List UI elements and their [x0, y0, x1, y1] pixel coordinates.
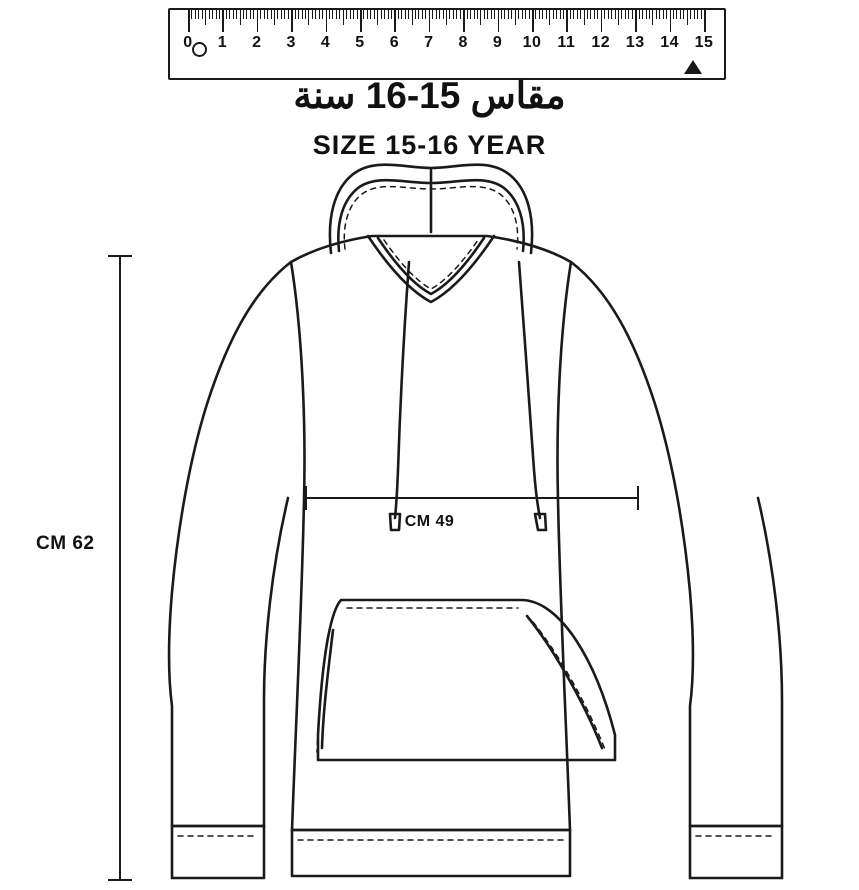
- ruler-tick-label: 12: [591, 34, 611, 51]
- ruler-tick-label: 10: [522, 34, 542, 51]
- right-sleeve: [571, 262, 782, 826]
- neckline-v-inner: [378, 238, 484, 294]
- left-cuff: [172, 826, 264, 878]
- page-title-arabic: مقاس 15-16 سنة: [293, 75, 566, 116]
- pocket-inner-left: [322, 630, 333, 748]
- ruler-tick-label: 2: [252, 34, 262, 51]
- right-drawstring: [519, 262, 540, 518]
- neckline-v: [368, 236, 494, 302]
- ruler-tick-label: 5: [355, 34, 365, 51]
- ruler-tick-label: 15: [694, 34, 714, 51]
- page-title-english: SIZE 15-16 YEAR: [312, 130, 547, 160]
- ruler-tick-label: 4: [320, 34, 331, 51]
- ruler-tick-label: 7: [424, 34, 434, 51]
- ruler-tick-label: 3: [286, 34, 296, 51]
- ruler-tick-label: 13: [625, 34, 645, 51]
- hoodie-body: [291, 236, 571, 830]
- left-sleeve: [169, 262, 291, 826]
- ruler-tick-label: 6: [389, 34, 400, 51]
- width-measurement-label: CM 49: [404, 513, 455, 530]
- width-dimension-line: [306, 486, 638, 510]
- left-drawstring: [395, 262, 409, 518]
- right-cuff: [690, 826, 782, 878]
- ruler-tick-label: 0: [183, 34, 193, 51]
- ruler-tick-label: 1: [217, 34, 228, 51]
- height-measurement-label: CM 62: [36, 533, 95, 554]
- ruler-tick-label: 11: [557, 34, 576, 51]
- ruler-tick-label: 14: [660, 34, 679, 51]
- ruler-tick-label: 8: [458, 34, 468, 51]
- bottom-hem: [292, 830, 570, 876]
- height-dimension-line: [108, 256, 132, 880]
- ruler-tick-label: 9: [492, 34, 503, 51]
